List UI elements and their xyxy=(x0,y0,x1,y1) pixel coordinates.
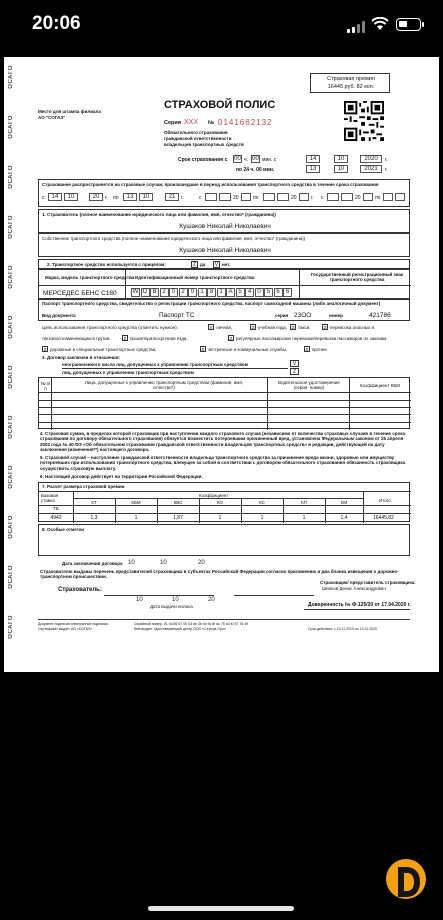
calc-col-header: КВС xyxy=(173,500,183,505)
purpose-emergency-label: экстренные и коммунальные службы, xyxy=(208,347,288,352)
agreement-unlimited-label: неограниченного числа лиц, допущенных к управлению транспортным средством xyxy=(62,362,248,367)
year-prefix: 20 xyxy=(233,195,239,201)
notes-section xyxy=(38,524,410,556)
period-from-label: с xyxy=(42,195,45,201)
calc-col-header: КО xyxy=(216,500,224,505)
term-from-year: 2020 xyxy=(360,155,382,163)
calc-col-value: 1 xyxy=(134,515,138,521)
purpose-personal-label: личная, xyxy=(216,325,233,330)
purpose-fire-label: легковоспламеняющихся грузов, xyxy=(42,336,111,341)
period-to-label: по xyxy=(113,195,119,201)
vehicle-table xyxy=(38,269,410,299)
status-time: 20:06 xyxy=(32,13,81,34)
vin-char-cell: A xyxy=(226,288,235,297)
calc-col-value: 4942 xyxy=(50,515,62,521)
purpose-dangerous-label: перевозка опасных и xyxy=(330,325,375,330)
policyholder-label: Страхователь: xyxy=(58,587,102,593)
subtitle-line: Обязательного страхования xyxy=(164,130,228,135)
vin-char-cell: 4 xyxy=(245,288,254,297)
side-label: ОСАГО xyxy=(8,515,14,539)
purpose-regular-checkbox[interactable]: Z xyxy=(229,336,233,341)
term-to-month: 10 xyxy=(334,165,348,173)
trailer-yes-label: да xyxy=(200,262,206,267)
calc-col-divider xyxy=(283,498,284,523)
side-label: ОСАГО xyxy=(8,215,14,239)
doc-number-label: номер xyxy=(329,313,343,318)
term-from-hours: 00 xyxy=(234,156,241,162)
vin-header: Идентификационный номер транспортного средства xyxy=(135,275,255,280)
doc-series-value: 23ОО xyxy=(294,312,312,319)
policy-document[interactable] xyxy=(4,57,439,672)
calc-col-divider xyxy=(115,498,116,523)
battery-icon xyxy=(396,18,421,31)
calc-col-header: КМ xyxy=(340,500,348,505)
calc-base-header: Базовая ставка xyxy=(41,493,59,504)
purpose-label: Цель использования транспортного средства (отметить нужное): xyxy=(42,325,178,330)
model-header: Марка, модель транспортного средства xyxy=(45,275,135,280)
series-value: XXX xyxy=(184,119,199,126)
calc-col-header: ТБ xyxy=(53,506,59,511)
purpose-regular-label: регулярные пассажирские перевозки/перевозки пассажиров по заказам, xyxy=(236,336,388,341)
usage-periods xyxy=(38,179,410,207)
owner-name: Кушаков Николай Николаевич xyxy=(179,247,271,254)
clause-5: 5. Страховой случай – наступление гражданской ответственности владельца транспортного средства за причинение вреда жизни, здоровью или имуществу потерпевших при использовании транспортного средства, влекущее за собой в соответствии с договором обязательного страхования обязанность страховщика осуществить страховую выплату. xyxy=(40,455,406,471)
vin-char-cell: 0 xyxy=(255,288,264,297)
term-label: Срок страхования с xyxy=(178,157,228,163)
hours-unit: ч. xyxy=(244,157,248,163)
power-of-attorney: Доверенность № Ф-125/20 от 17.04.2020 г. xyxy=(308,602,411,608)
trailer-yes-checkbox[interactable]: Z xyxy=(192,262,197,268)
side-label: ОСАГО xyxy=(8,315,14,339)
period-to-label: по xyxy=(253,195,259,201)
insurer-label: 1. Страхователь (полное наименование юридического лица или фамилия, имя, отчество* (гражданина)) xyxy=(42,212,276,217)
clause-6: 6. Настоящий договор действует на территории Российской Федерации. xyxy=(40,474,203,479)
vin-char-cell: D xyxy=(141,288,150,297)
purpose-other-label: прочее. xyxy=(312,347,328,352)
contract-date-month: 10 xyxy=(160,560,167,566)
clause-4: 4. Страховая сумма, в пределах которой страховщик при наступлении каждого страхового случая (независимо от количества страховых случаев в течение срока страхования по договору обязательного страхования) обязуется возместить потерпевшим причиненный вред, установлена Федеральным законом от 25 апреля 2002 года № 40-ФЗ «Об обязательном страховании гражданской ответственности владельцев транспортных средств» в редакции, действующей на дату заключения (изменения**) настоящего договора. xyxy=(40,431,406,453)
doc-type-label: Вид документа xyxy=(42,313,76,318)
calc-label: 7. Расчет размера страховой премии xyxy=(42,484,125,489)
subtitle-line: владельцев транспортных средств xyxy=(164,142,244,147)
side-stamp-column xyxy=(4,57,28,672)
purpose-training-checkbox[interactable]: Z xyxy=(251,325,255,330)
insurer-name: Кушаков Николай Николаевич xyxy=(179,223,271,230)
vin-char-cell: 1 xyxy=(198,288,207,297)
issue-date-label: Дата выдачи полиса xyxy=(150,604,193,609)
period-from-label: с xyxy=(199,195,202,201)
purpose-training-label: учебная езда, xyxy=(258,325,288,330)
premium-label: Страховая премия xyxy=(327,76,375,82)
issue-month: 10 xyxy=(172,597,179,603)
calc-col-value: 1,87 xyxy=(173,515,183,521)
home-indicator[interactable] xyxy=(148,906,294,911)
period-from-year: 20 xyxy=(89,193,103,201)
calc-col-divider xyxy=(73,491,74,523)
term-to-label: по 24 ч. 00 мин. xyxy=(236,167,275,173)
vin-char-cell: 5 xyxy=(236,288,245,297)
qr-code xyxy=(344,101,384,141)
branch-name: АО "СОГАЗ" xyxy=(38,115,66,120)
trailer-row xyxy=(38,259,410,269)
vin-char-cell: 6 xyxy=(274,288,283,297)
trailer-no-checkbox[interactable]: V xyxy=(214,262,219,268)
calc-col-value: 1,3 xyxy=(90,515,98,521)
side-label: ОСАГО xyxy=(8,415,14,439)
drivers-table xyxy=(38,377,410,429)
passport-section xyxy=(38,299,410,321)
period-from-label: с xyxy=(321,195,324,201)
purpose-personal-checkbox[interactable]: V xyxy=(209,325,213,330)
calc-col-header: КБМ xyxy=(131,500,141,505)
year-unit: г. xyxy=(105,195,108,201)
calc-total-value: 16445,82 xyxy=(373,515,394,521)
page-title: СТРАХОВОЙ ПОЛИС xyxy=(164,99,276,111)
footer-serial: Серийный номер: 01 0d 86 67 00 04 ab 3b 9d 9c 8f ac 75 a3 f0 67 76 49 xyxy=(134,622,249,626)
purpose-rental-label: прокат/краткосрочная езда, xyxy=(130,336,188,341)
period-to-year: 21 xyxy=(165,193,179,201)
contract-date-day: 10 xyxy=(128,560,135,566)
premium-calc-table xyxy=(38,482,410,522)
calc-coef-header: Коэффициент xyxy=(199,493,229,498)
footer-cert: Сертификат выдан: АО «СОГАЗ» xyxy=(38,627,93,631)
vin-char-cell: 2 xyxy=(179,288,188,297)
plate-header: Государственный регистрационный знак транспортного средства xyxy=(310,272,404,283)
calc-col-divider xyxy=(157,498,158,523)
contract-date-year: 20 xyxy=(198,560,205,566)
periods-note: Страхование распространяется на страховые случаи, произошедшие в период использования транспортного средства в течение срока страхования xyxy=(42,182,379,187)
calc-col-divider xyxy=(241,498,242,523)
agreement-label: 3. Договор заключен в отношении: xyxy=(42,355,120,360)
drivers-name-header: Лица, допущенные к управлению транспортным средством (фамилия, имя, отчество*) xyxy=(84,380,244,391)
year-unit: г. xyxy=(181,195,184,201)
drivers-license-header: Водительское удостоверение (серия, номер) xyxy=(278,380,340,391)
calc-col-header: КС xyxy=(259,500,265,505)
year-prefix: 20 xyxy=(291,195,297,201)
passport-label: Паспорт транспортного средства, свидетельство о регистрации транспортного средства, паспорт самоходной машины (либо аналогичный документ) xyxy=(42,301,381,306)
vin-char-cell: 6 xyxy=(283,288,292,297)
agreement-limited-label: лиц, допущенных к управлению транспортным средством xyxy=(62,370,194,375)
footer-signed: Документ подписан электронной подписью. xyxy=(38,622,110,626)
vin-char-cell: 8 xyxy=(207,288,216,297)
number-label: № xyxy=(208,120,215,126)
period-to-day: 13 xyxy=(123,193,137,201)
doc-number-value: 421786 xyxy=(369,312,391,319)
trailer-no-label: нет. xyxy=(222,262,231,267)
vin-char-cell: W xyxy=(132,289,139,295)
calc-col-divider xyxy=(199,498,200,523)
calc-col-value: 1 xyxy=(260,515,264,521)
purpose-road-label: дорожные и специальные транспортные средства, xyxy=(50,347,157,352)
branch-stamp-label: Место для штампа филиала xyxy=(38,109,101,114)
purpose-other-checkbox[interactable]: Z xyxy=(305,347,309,352)
calc-col-value: 1,4 xyxy=(340,515,348,521)
vin-char-cell: 0 xyxy=(169,288,178,297)
vin-char-cell: 2 xyxy=(160,288,169,297)
year-unit: г. xyxy=(311,195,314,201)
premium-box xyxy=(310,73,390,93)
purpose-taxi-checkbox[interactable]: Z xyxy=(291,325,295,330)
side-label: ОСАГО xyxy=(8,115,14,139)
policy-number: 0141662132 xyxy=(218,118,273,127)
purpose-rental-checkbox[interactable]: Z xyxy=(123,336,127,341)
notes-label: 8. Особые отметки xyxy=(42,527,84,532)
purpose-road-checkbox[interactable]: Z xyxy=(43,347,47,352)
purpose-dangerous-checkbox[interactable]: Z xyxy=(323,325,327,330)
calc-col-value: 1 xyxy=(218,515,222,521)
calc-total-header: Итого xyxy=(379,498,391,503)
doc-type-value: Паспорт ТС xyxy=(159,312,195,319)
calc-col-divider xyxy=(363,491,364,523)
period-to-month: 10 xyxy=(139,193,153,201)
year-prefix: 20 xyxy=(355,195,361,201)
side-label: ОСАГО xyxy=(8,465,14,489)
side-label: ОСАГО xyxy=(8,365,14,389)
footer-validity: Срок действия: с 13.11.2019 по 13.11.2020 xyxy=(308,627,377,631)
term-to-day: 13 xyxy=(306,165,320,173)
insurer-section xyxy=(38,209,410,233)
agreement-limited-checkbox[interactable]: Z xyxy=(290,368,299,375)
vin-char-cell: 5 xyxy=(264,288,273,297)
doc-series-label: серия xyxy=(275,313,289,318)
side-label: ОСАГО xyxy=(8,65,14,89)
minutes-unit: мин. с xyxy=(262,157,277,163)
vin-char-cell: 0 xyxy=(188,288,197,297)
calc-col-divider xyxy=(325,498,326,523)
wifi-icon xyxy=(371,17,389,31)
term-from-month: 10 xyxy=(334,155,348,163)
rep-label: Страховщик/ представитель страховщика: xyxy=(320,580,416,585)
calc-col-header: КТ xyxy=(91,500,97,505)
status-bar xyxy=(0,0,443,48)
term-to-year: 2021 xyxy=(360,165,382,173)
owner-section xyxy=(38,233,410,257)
purpose-emergency-checkbox[interactable]: Z xyxy=(201,347,205,352)
subtitle-line: гражданской ответственности xyxy=(164,136,232,141)
period-from-day: 14 xyxy=(48,193,62,201)
cellular-signal-icon xyxy=(347,21,365,33)
side-label: ОСАГО xyxy=(8,165,14,189)
drivers-n-header: № п/п xyxy=(40,381,51,392)
premium-value: 16445 руб. 82 коп. xyxy=(327,84,375,90)
period-to-label: по xyxy=(375,195,381,201)
purpose-taxi-label: такси, xyxy=(298,325,311,330)
agreement-unlimited-checkbox[interactable]: V xyxy=(290,360,299,367)
vehicle-model: МЕРСЕДЕС БЕНС С180 xyxy=(43,290,117,297)
side-label: ОСАГО xyxy=(8,615,14,639)
period-from-month: 10 xyxy=(64,193,78,201)
side-label: ОСАГО xyxy=(8,265,14,289)
app-logo-icon xyxy=(380,857,428,905)
year-unit: г. xyxy=(385,157,388,163)
reps-note: Страхователю выданы перечень представителей страховщика в субъектах Российской Федерации согласно приложению и два бланка извещения о дорожно-транспортном происшествии. xyxy=(40,569,399,580)
issue-day: 10 xyxy=(136,597,143,603)
contract-date-label: Дата заключения договора xyxy=(62,561,123,566)
rep-name: Шилков Денис Александрович xyxy=(322,586,386,591)
owner-label: Собственник транспортного средства (полное наименование юридического лица или фамилия, имя, отчество* (гражданина)) xyxy=(42,236,306,241)
footer-issuer: Кем выдан: Удостоверяющий центр ООО «Сертум-Про» xyxy=(134,627,226,631)
side-label: ОСАГО xyxy=(8,565,14,589)
calc-col-header: КП xyxy=(301,500,307,505)
issue-year: 20 xyxy=(208,597,215,603)
term-from-day: 14 xyxy=(306,155,320,163)
series-label: Серия xyxy=(164,120,181,126)
trailer-label: 2. Транспортное средство используется с прицепом: xyxy=(47,262,166,267)
drivers-kbm-header: Коэффициент КБМ xyxy=(359,383,401,388)
term-from-minutes: 00 xyxy=(252,156,259,162)
vin-char-cell: 1 xyxy=(217,288,226,297)
year-unit: г. xyxy=(385,167,388,173)
vin-char-cell: B xyxy=(150,288,159,297)
calc-col-value: 1 xyxy=(302,515,306,521)
